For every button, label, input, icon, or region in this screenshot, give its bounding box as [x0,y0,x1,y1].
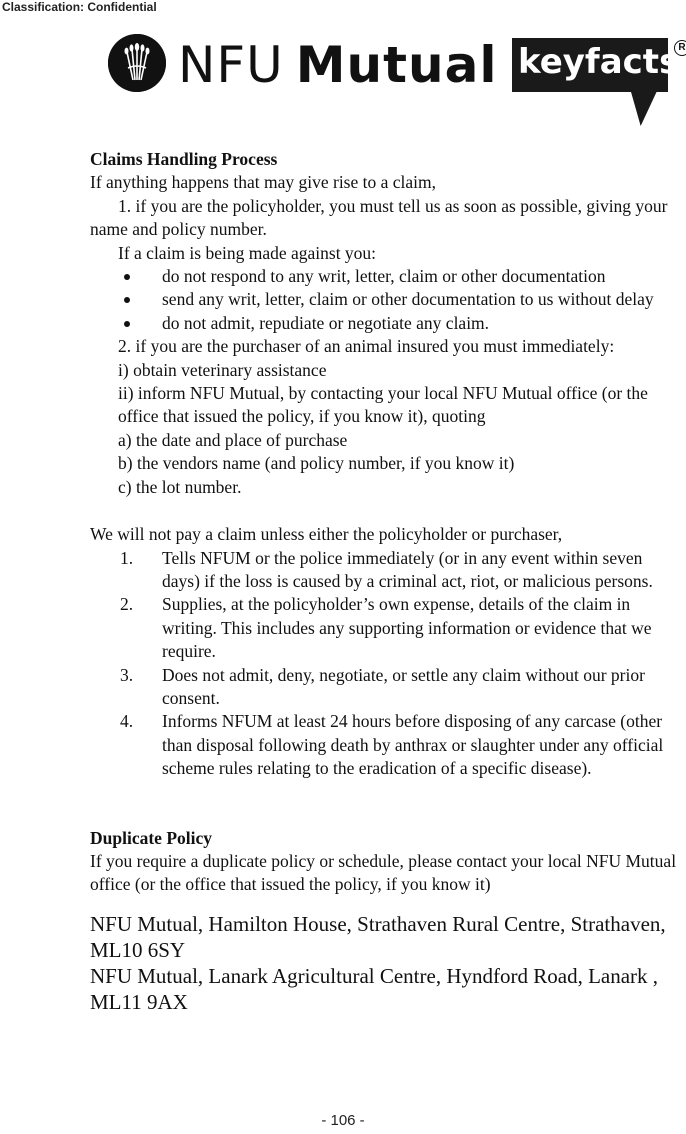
claims-against: If a claim is being made against you: [118,242,377,263]
conditions-intro: We will not pay a claim unless either the policyholder or purchaser, [90,524,563,545]
brand-nfu: NFU [178,36,284,94]
duplicate-text: If you require a duplicate policy or schedule, please contact your local NFU Mutual office (or the office that issued the policy, if you know it) [90,850,677,895]
claims-item-1: 1. if you are the policyholder, you must tell us as soon as possible, giving your name and policy number. [90,195,668,240]
condition-number: 1. [120,547,134,568]
classification-label: Classification: Confidential [2,0,157,14]
condition-item [90,593,682,663]
condition-text: Informs NFUM at least 24 hours before disposing of any carcase (other than disposal following death by anthrax or slaughter under any official scheme rules relating to the eradication of a specific disease). [162,711,664,779]
document-body [90,148,682,1015]
keyfacts-tail [611,86,660,126]
claims-bullet-text: do not admit, repudiate or negotiate any claim. [162,312,490,333]
condition-item [90,710,682,780]
claims-bullet [90,265,682,288]
claims-sub-ii: ii) inform NFU Mutual, by contacting your local NFU Mutual office (or the office that issued the policy, if you know it), quoting [118,383,648,427]
claims-sub-c: c) the lot number. [118,476,242,497]
claims-bullet-text: do not respond to any writ, letter, claim or other documentation [162,266,606,287]
brand-name [178,30,498,100]
keyfacts-badge [512,38,680,92]
keyfacts-text: keyfacts [518,42,680,82]
claims-bullet [90,312,682,335]
address-hamilton-house: NFU Mutual, Hamilton House, Strathaven Rural Centre, Strathaven, ML10 6SY [90,911,666,962]
condition-number: 2. [120,594,134,615]
condition-text: Tells NFUM or the police immediately (or in any event within seven days) if the loss is caused by a criminal act, riot, or malicious persons. [162,547,653,591]
claims-bullet-text: send any writ, letter, claim or other documentation to us without delay [162,289,654,310]
brand-mutual: Mutual [295,36,498,94]
claims-sub-a: a) the date and place of purchase [118,429,348,450]
registered-mark: R [674,40,686,56]
condition-number: 4. [120,711,134,732]
page-number: - 106 - [321,1112,365,1129]
logo-row [108,28,686,98]
condition-item [90,547,682,594]
duplicate-heading: Duplicate Policy [90,827,212,848]
condition-text: Does not admit, deny, negotiate, or settle any claim without our prior consent. [162,664,645,708]
wheatsheaf-emblem-icon [108,34,166,92]
bullet-dot-icon [124,274,130,280]
condition-text: Supplies, at the policyholder’s own expense, details of the claim in writing. This includes any supporting information or evidence that we require. [162,594,652,662]
claims-bullet [90,288,682,311]
claims-sub-i: i) obtain veterinary assistance [118,359,327,380]
bullet-dot-icon [124,321,130,327]
claims-heading: Claims Handling Process [90,149,278,169]
bullet-dot-icon [124,297,130,303]
condition-number: 3. [120,664,134,685]
address-lanark: NFU Mutual, Lanark Agricultural Centre, Hyndford Road, Lanark , ML11 9AX [90,963,659,1014]
claims-intro: If anything happens that may give rise to a claim, [90,172,437,193]
claims-item-2: 2. if you are the purchaser of an animal insured you must immediately: [118,336,615,357]
condition-item [90,664,682,711]
claims-sub-b: b) the vendors name (and policy number, if you know it) [118,453,515,474]
